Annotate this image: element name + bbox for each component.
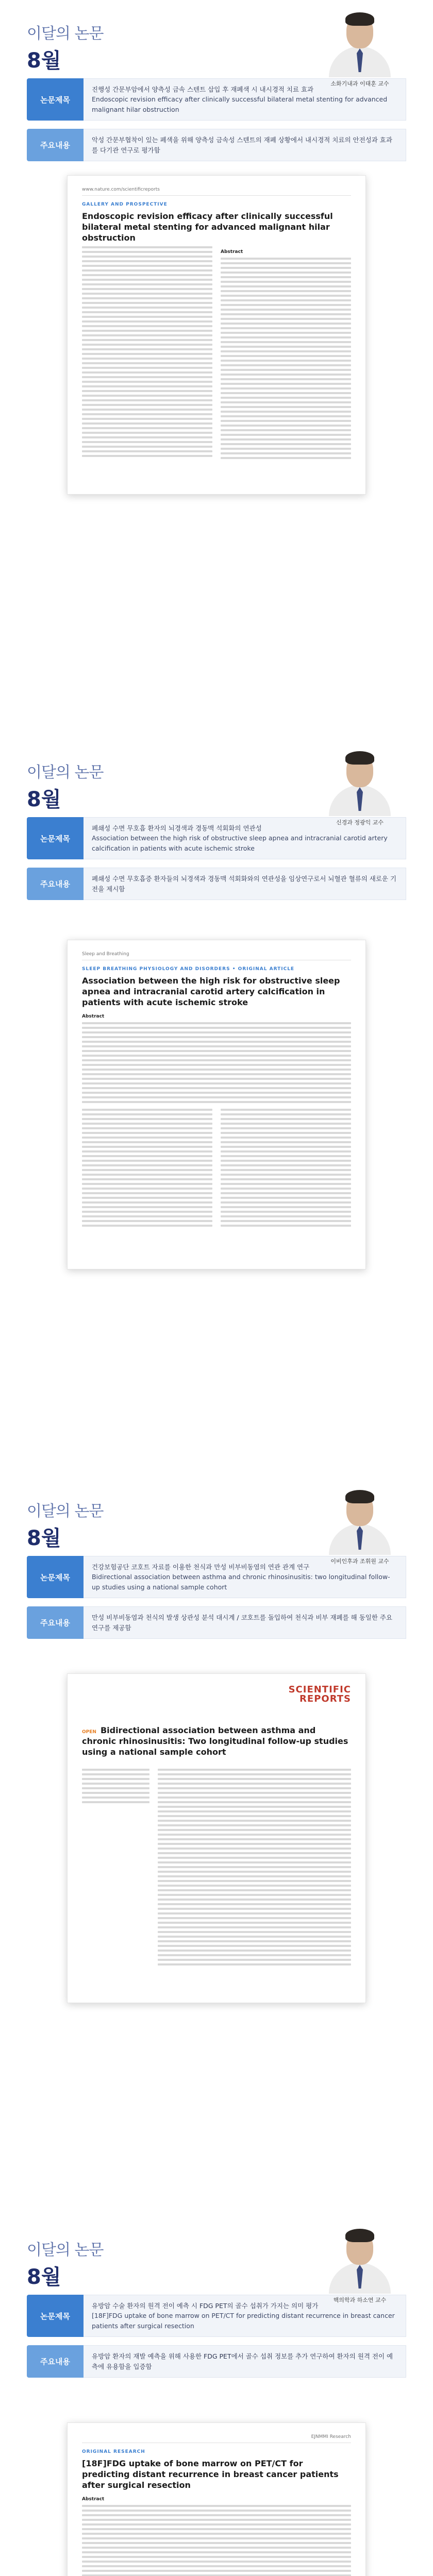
title-label: 논문제목 (27, 817, 84, 859)
paper-preview (67, 940, 366, 1269)
author-photo (327, 10, 393, 77)
paper-journal: Sleep and Breathing (82, 952, 351, 960)
section-heading: 이달의 논문 (27, 2241, 104, 2259)
title-en: Association between the high risk of obstructive sleep apnea and intracranial carotid artery calcification in patients with acute ischemic stroke (92, 834, 388, 852)
summary-label: 주요내용 (27, 2345, 84, 2378)
paper-section-3 (0, 1478, 433, 2216)
section-month: 8월 (27, 49, 61, 73)
journal-logo: SCIENTIFIC REPORTS (288, 1684, 351, 1704)
paper-abstract-label: Abstract (82, 1014, 105, 1020)
section-header (0, 1478, 433, 1565)
title-en: [18F]FDG uptake of bone marrow on PET/CT for predicting distant recurrence in breast cancer patients after surgical resection (92, 2312, 395, 2330)
section-month: 8월 (27, 788, 61, 811)
section-header (0, 0, 433, 87)
summary-text: 악성 간문부협착이 있는 폐색을 위해 양측성 금속성 스텐트의 재폐 상황에서 내시경적 치료의 안전성과 효과를 다기관 연구로 평가함 (84, 129, 406, 161)
author-photo (327, 1488, 393, 1555)
section-month: 8월 (27, 2265, 61, 2289)
paper-section-2 (0, 739, 433, 1478)
title-label: 논문제목 (27, 2295, 84, 2337)
author-photo (327, 2227, 393, 2294)
author-name: 핵의학과 하소연 교수 (333, 2297, 387, 2303)
author-block (327, 10, 393, 88)
author-block (327, 749, 393, 826)
paper-kind: ORIGINAL RESEARCH (82, 2449, 145, 2454)
paper-section-4 (0, 2216, 433, 2576)
author-block (327, 1488, 393, 1565)
section-header (0, 2216, 433, 2303)
section-month: 8월 (27, 1527, 61, 1550)
summary-label: 주요내용 (27, 1606, 84, 1639)
paper-kind: GALLERY AND PROSPECTIVE (82, 202, 168, 207)
paper-abstract-label: Abstract (82, 2497, 105, 2502)
author-name: 신경과 정광익 교수 (336, 819, 384, 826)
title-ko: 유방암 수술 환자의 원격 전이 예측 시 FDG PET의 골수 섭취가 가지는 의미 평가 (92, 2302, 319, 2310)
title-label: 논문제목 (27, 78, 84, 121)
open-access-tag: OPEN (82, 1730, 96, 1735)
paper-preview (67, 175, 366, 495)
paper-preview (67, 2422, 366, 2576)
paper-abstract-label: Abstract (221, 249, 243, 255)
summary-row (27, 868, 406, 900)
section-heading: 이달의 논문 (27, 764, 104, 782)
title-ko: 건강보험공단 코호트 자료를 이용한 천식과 만성 비부비동염의 연관 관계 연구 (92, 1563, 310, 1571)
section-header (0, 739, 433, 826)
paper-title: [18F]FDG uptake of bone marrow on PET/CT for predicting distant recurrence in breast cancer patients after surgical resection (82, 2459, 339, 2490)
summary-label: 주요내용 (27, 868, 84, 900)
paper-kind: SLEEP BREATHING PHYSIOLOGY AND DISORDERS • ORIGINAL ARTICLE (82, 967, 295, 972)
summary-text: 폐쇄성 수면 무호흡증 환자들의 뇌경색과 경동맥 석회화와의 연관성을 임상연구로서 뇌혈관 혈류의 새로운 기전을 제시함 (84, 868, 406, 900)
paper-title: Association between the high risk for obstructive sleep apnea and intracranial carotid artery calcification in patients with acute ischemic stroke (82, 976, 340, 1007)
summary-row (27, 129, 406, 161)
author-photo (327, 749, 393, 816)
author-name: 소화기내과 이태훈 교수 (330, 80, 389, 87)
summary-text: 만성 비부비동염과 천식의 발생 상관성 분석 대시계 / 코호트를 돌입하여 천식과 비부 재폐를 해 동일한 주요 연구를 제공함 (84, 1606, 406, 1639)
section-heading: 이달의 논문 (27, 1502, 104, 1520)
paper-journal: www.nature.com/scientificreports (82, 187, 351, 196)
paper-journal: EJNMMI Research (82, 2434, 351, 2443)
section-heading: 이달의 논문 (27, 25, 104, 43)
title-ko: 진행성 간문부암에서 양측성 금속 스텐트 삽입 후 재폐색 시 내시경적 치료 효과 (92, 86, 314, 93)
paper-title: OPEN Bidirectional association between asthma and chronic rhinosinusitis: Two longitudinal follow-up studies using a national sample cohort (82, 1725, 348, 1757)
paper-title: Endoscopic revision efficacy after clinically successful bilateral metal stenting for advanced malignant hilar obstruction (82, 211, 333, 243)
summary-text: 유방암 환자의 재발 예측을 위해 사용한 FDG PET에서 골수 섭취 정보를 추가 연구하여 환자의 원격 전이 예측에 유용함을 입증함 (84, 2345, 406, 2378)
title-ko: 폐쇄성 수면 무호흡 환자의 뇌경색과 경동맥 석회화의 연관성 (92, 824, 262, 832)
title-en: Bidirectional association between asthma and chronic rhinosinusitis: two longitudinal follow-up studies using a national sample cohort (92, 1573, 390, 1591)
author-block (327, 2227, 393, 2304)
author-name: 이비인후과 조휘원 교수 (330, 1558, 389, 1565)
summary-row (27, 2345, 406, 2378)
summary-row (27, 1606, 406, 1639)
summary-label: 주요내용 (27, 129, 84, 161)
paper-preview (67, 1673, 366, 2003)
paper-section-1 (0, 0, 433, 739)
title-label: 논문제목 (27, 1556, 84, 1598)
title-en: Endoscopic revision efficacy after clinically successful bilateral metal stenting for advanced malignant hilar obstruction (92, 95, 388, 113)
